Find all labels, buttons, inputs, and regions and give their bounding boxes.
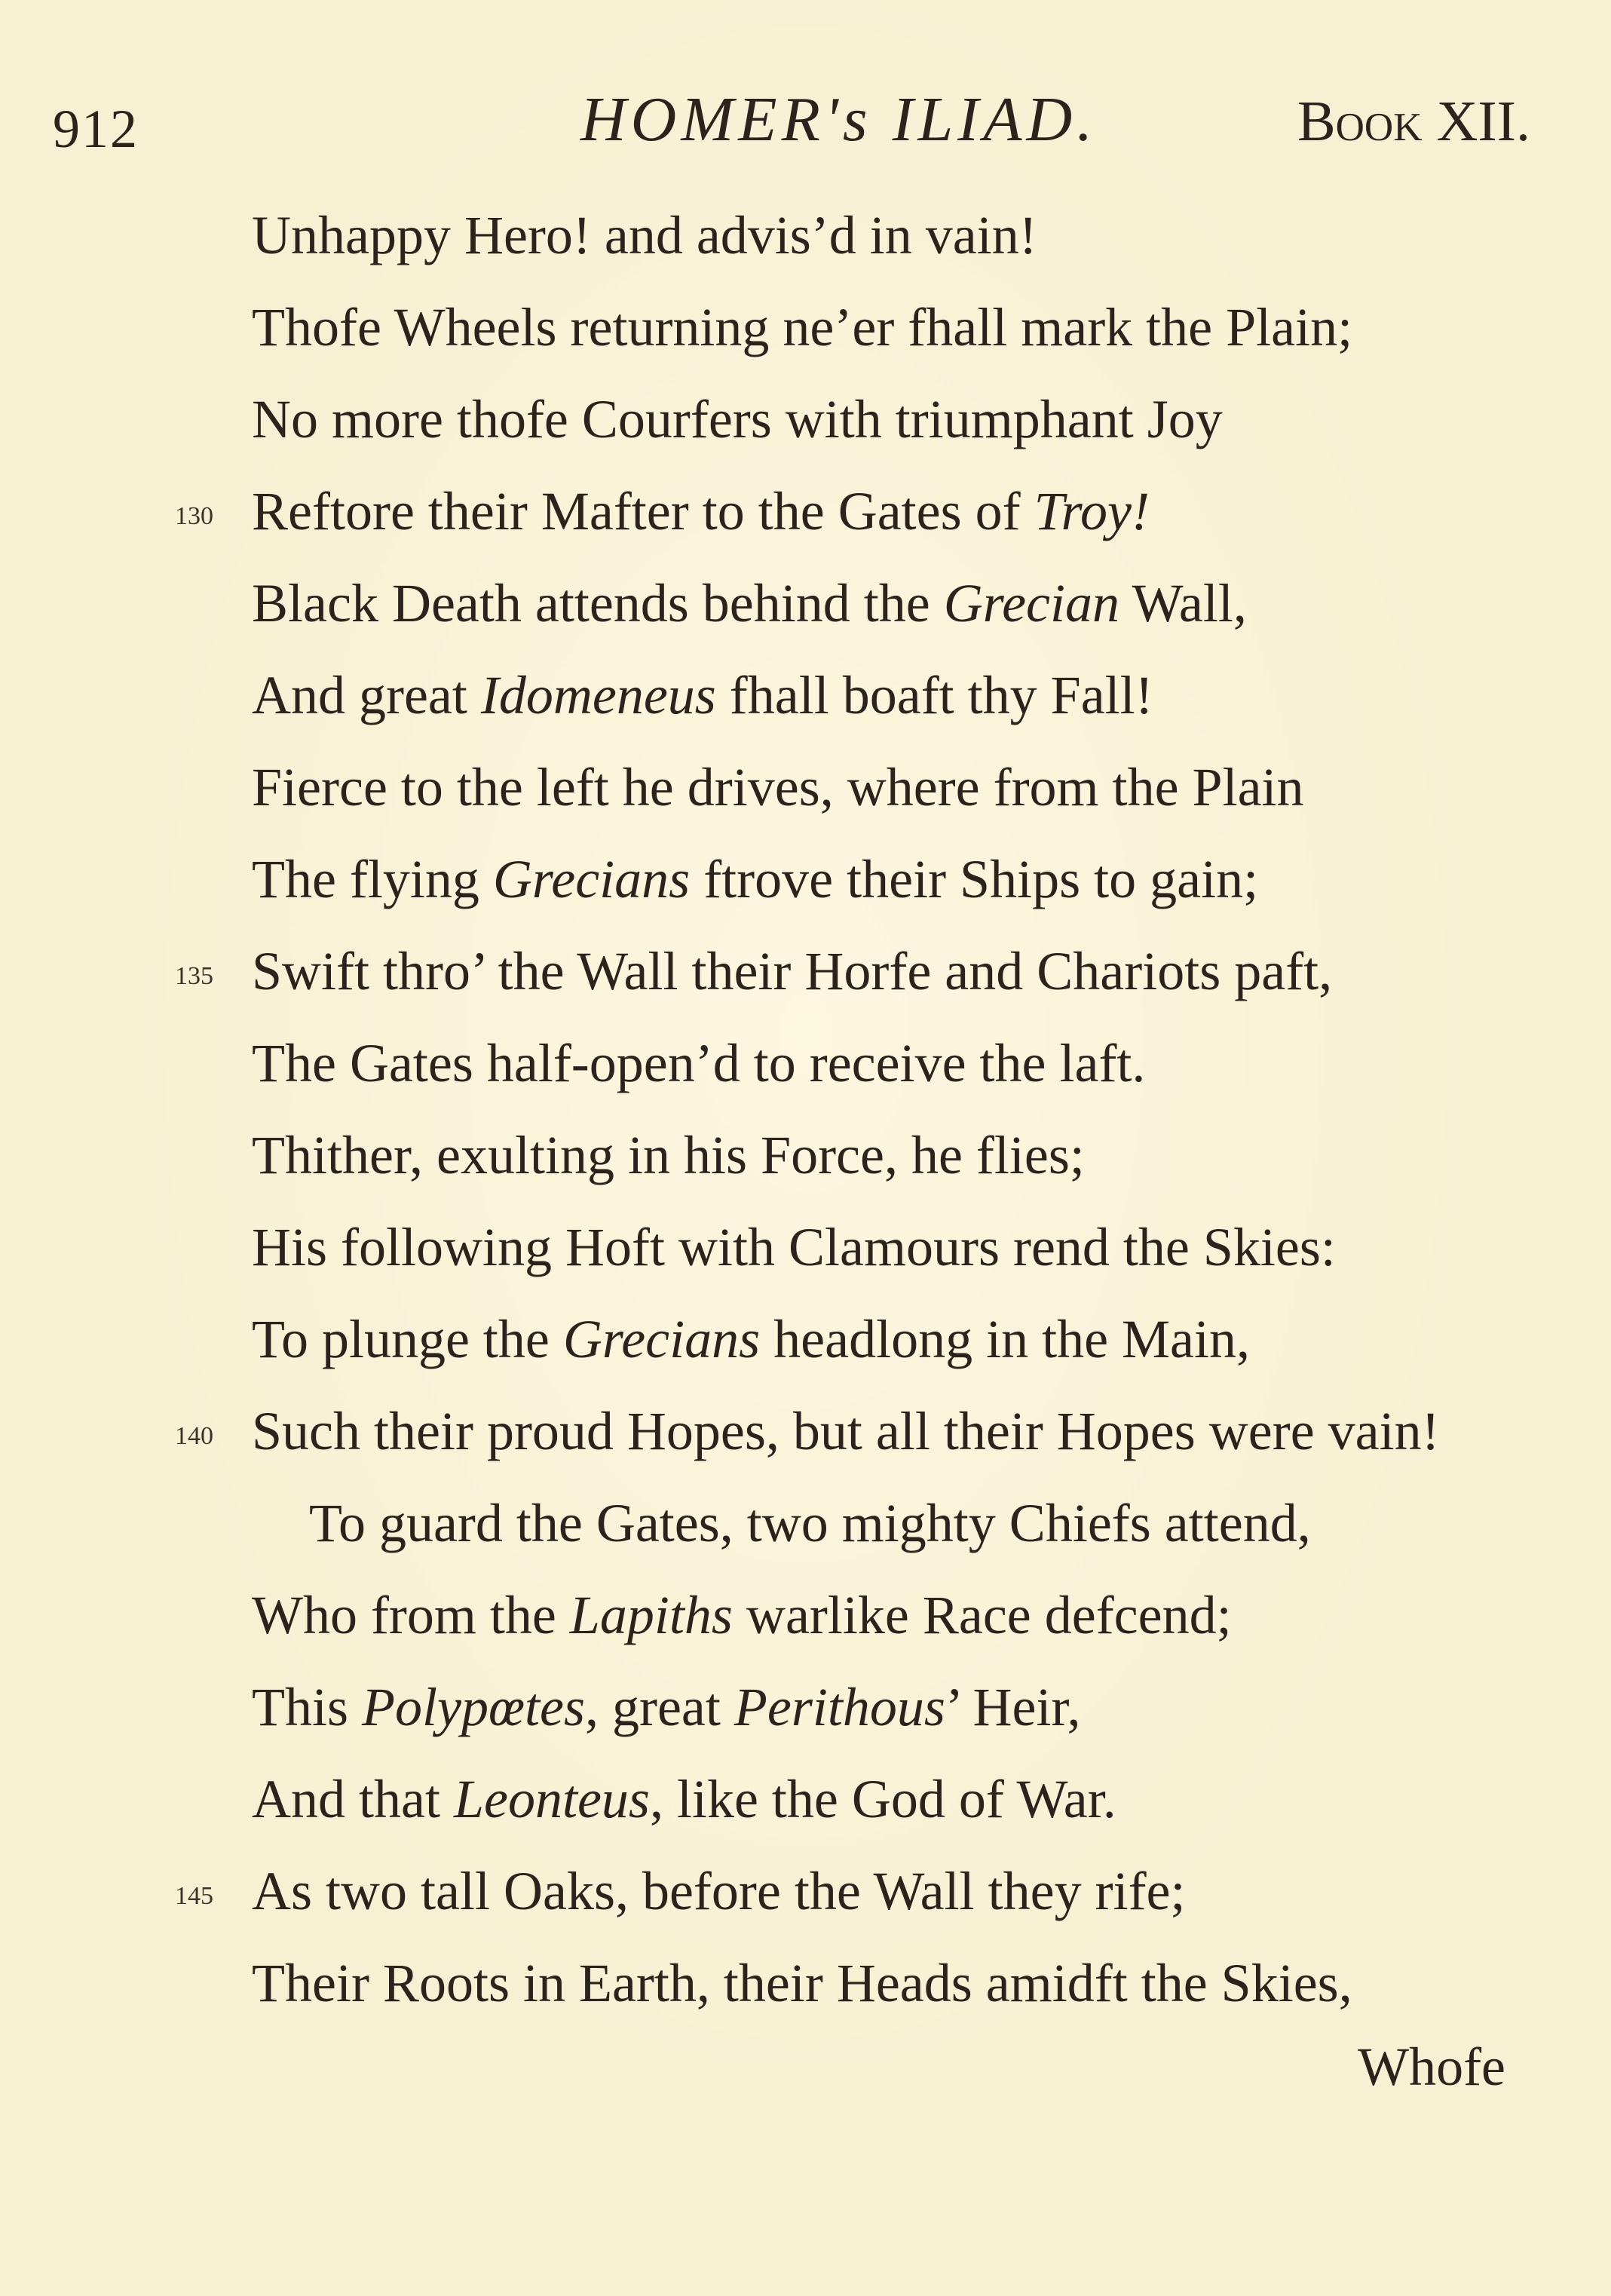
verse-text <box>252 1117 1085 1193</box>
verse-italic-name: Leonteus <box>453 1769 650 1829</box>
verse-text <box>252 566 1247 641</box>
verse-line <box>0 933 1611 1024</box>
verse-italic-name: Lapiths <box>569 1585 733 1645</box>
verse-line <box>0 1301 1611 1392</box>
verse-segment: His following Hoft with Clamours rend the Skies: <box>252 1217 1336 1277</box>
verse-italic-name: Grecians <box>492 849 691 909</box>
verse-line <box>0 1761 1611 1852</box>
verse-line <box>0 658 1611 748</box>
verse-line <box>0 1209 1611 1300</box>
verse-line <box>0 1853 1611 1944</box>
verse-segment: Who from the <box>252 1585 570 1645</box>
verse-segment: Such their proud Hopes, but all their Hopes were vain! <box>252 1401 1440 1461</box>
verse-line <box>0 566 1611 656</box>
book-label: Book XII. <box>1297 90 1530 153</box>
verse-segment: Wall, <box>1119 573 1247 633</box>
verse-line <box>0 474 1611 564</box>
verse-italic-name: Perithous <box>734 1677 945 1737</box>
verse-text <box>252 658 1153 733</box>
verse-segment: headlong in the Main, <box>760 1309 1251 1369</box>
line-number: 135 <box>175 962 213 990</box>
verse-segment: , great <box>584 1677 734 1737</box>
verse-italic-name: Grecian <box>943 573 1119 633</box>
verse-segment: ’ Heir, <box>945 1677 1081 1737</box>
verse-line <box>0 1393 1611 1484</box>
verse-segment: Thither, exulting in his Force, he flies; <box>252 1125 1085 1185</box>
line-number: 130 <box>175 502 213 530</box>
verse-line <box>0 1945 1611 2036</box>
verse-line <box>0 749 1611 840</box>
verse-segment: Fierce to the left he drives, where from the Plain <box>252 757 1304 817</box>
line-number: 140 <box>175 1422 213 1450</box>
verse-segment: Reftore their Mafter to the Gates of <box>252 481 1034 541</box>
verse-text <box>252 382 1223 457</box>
verse-segment: The flying <box>252 849 493 909</box>
verse-italic-name: Idomeneus <box>480 665 716 725</box>
verse-segment: This <box>252 1677 363 1737</box>
verse-text <box>252 1209 1336 1285</box>
verse-segment: To guard the Gates, two mighty Chiefs attend, <box>309 1493 1311 1553</box>
verse-segment: And great <box>252 665 481 725</box>
verse-text <box>252 474 1150 549</box>
page-number: 912 <box>53 99 139 159</box>
verse-line <box>0 841 1611 932</box>
verse-segment: Thofe Wheels returning ne’er fhall mark the Plain; <box>252 297 1353 357</box>
verse-segment: , like the God of War. <box>649 1769 1116 1829</box>
verse-segment: The Gates half-open’d to receive the laft. <box>252 1033 1146 1093</box>
verse-line <box>0 198 1611 288</box>
verse-text <box>252 1025 1145 1101</box>
verse-segment: Black Death attends behind the <box>252 573 944 633</box>
verse-segment: warlike Race defcend; <box>732 1585 1232 1645</box>
verse-line <box>0 1577 1611 1668</box>
verse-segment: To plunge the <box>252 1309 563 1369</box>
verse-segment: As two tall Oaks, before the Wall they rife; <box>252 1861 1186 1921</box>
verse-line <box>0 1117 1611 1208</box>
verse-text <box>252 1393 1440 1469</box>
verse-segment: And that <box>252 1769 454 1829</box>
verse-text <box>252 1945 1352 2021</box>
verse-italic-name: Grecians <box>562 1309 761 1369</box>
catchword: Whofe <box>1358 2037 1505 2097</box>
verse-segment: Unhappy Hero! and advis’d in vain! <box>252 205 1037 265</box>
verse-text <box>252 198 1037 273</box>
verse-text <box>309 1485 1311 1561</box>
line-number: 145 <box>175 1882 213 1910</box>
running-head <box>53 83 1530 173</box>
verse-line <box>0 382 1611 472</box>
verse-segment: Their Roots in Earth, their Heads amidft the Skies, <box>252 1953 1352 2013</box>
verse-line <box>0 1025 1611 1116</box>
verse-segment: Swift thro’ the Wall their Horfe and Chariots paft, <box>252 941 1333 1001</box>
verse-line <box>0 1485 1611 1576</box>
verse-line <box>0 290 1611 380</box>
verse-segment: ftrove their Ships to gain; <box>690 849 1259 909</box>
verse-text <box>252 1301 1250 1377</box>
verse-text <box>252 1669 1081 1745</box>
verse-segment: No more thofe Courfers with triumphant Joy <box>252 389 1223 449</box>
verse-line <box>0 1669 1611 1760</box>
verse-text <box>252 841 1258 917</box>
running-title: HOMER's ILIAD. <box>580 84 1098 155</box>
verse-text <box>252 290 1352 365</box>
verse-italic-name: Troy! <box>1034 481 1150 541</box>
verse-segment: fhall boaft thy Fall! <box>715 665 1153 725</box>
verse-italic-name: Polypœtes <box>362 1677 585 1737</box>
verse-text <box>252 933 1332 1009</box>
verse-text <box>252 749 1304 825</box>
verse-text <box>252 1761 1116 1837</box>
verse-text <box>252 1853 1186 1929</box>
verse-text <box>252 1577 1232 1653</box>
